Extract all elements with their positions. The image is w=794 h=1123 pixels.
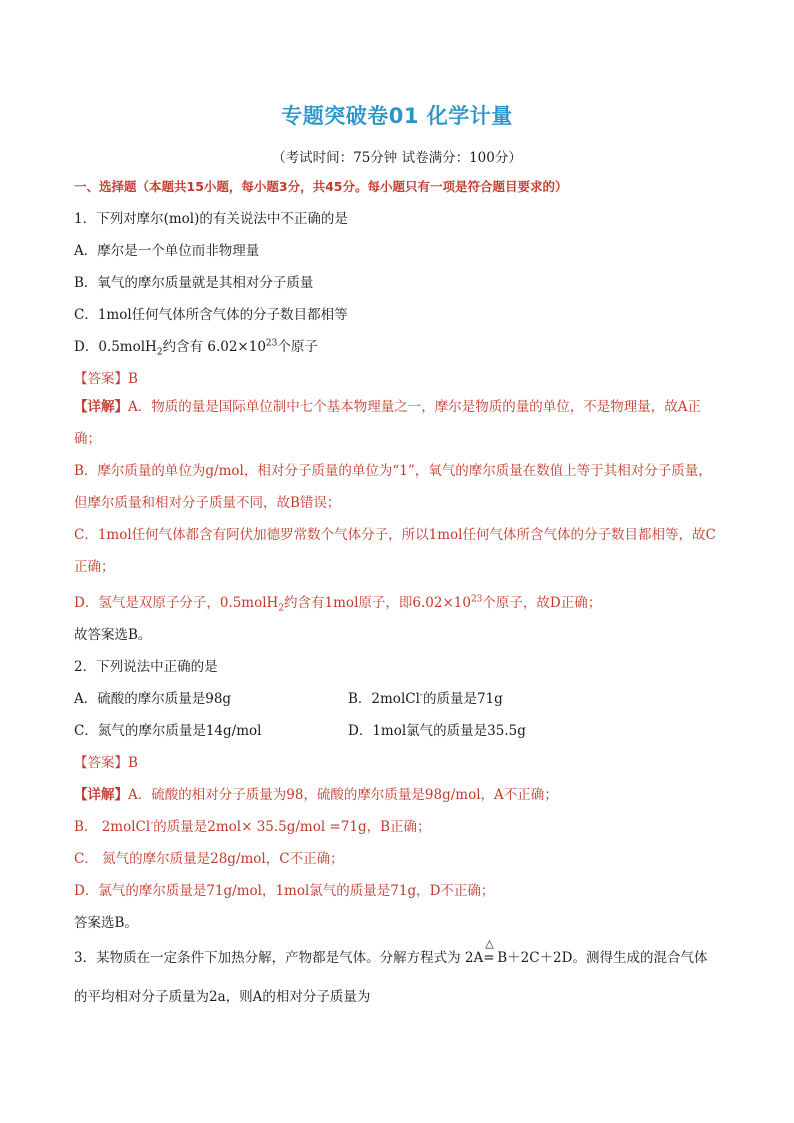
q1-option-d-text: 约含有 6.02×10	[162, 339, 266, 355]
q2-detail-a-text: A．硫酸的相对分子质量为98，硫酸的摩尔质量是98g/mol，A不正确；	[128, 787, 558, 803]
q2-option-b	[348, 687, 503, 707]
heat-symbol-icon: △	[485, 937, 494, 950]
q1-detail-b: B．摩尔质量的单位为g/mol，相对分子质量的单位为“1”，氧气的摩尔质量在数值上等于其相对分子质量，但摩尔质量和相对分子质量不同，故B错误；	[74, 463, 712, 511]
q1-option-c: C．1mol任何气体所含气体的分子数目都相等	[74, 307, 348, 323]
q2-detail-b-superscript: -	[150, 818, 154, 829]
q3-stem	[74, 937, 708, 966]
q1-detail-d	[74, 591, 602, 614]
q1-option-d	[74, 335, 318, 358]
q2-detail-b	[74, 815, 431, 835]
q1-detail-d-text: 约含有1mol原子，即6.02×10	[284, 595, 471, 611]
q1-option-d-text: D．0.5molH	[74, 339, 157, 355]
q1-option-d-subscript: 2	[156, 347, 163, 358]
q2-detail-d: D．氯气的摩尔质量是71g/mol，1mol氯气的质量是71g，D不正确；	[74, 883, 495, 899]
q1-detail-tag: 【详解】	[74, 399, 128, 415]
q2-conclusion: 答案选B。	[74, 915, 138, 931]
q1-detail-c: C．1mol任何气体都含有阿伏加德罗常数个气体分子，所以1mol任何气体所含气体的分子数目都相等，故C正确；	[74, 527, 716, 575]
q3-stem-text: 3．某物质在一定条件下加热分解，产物都是气体。分解方程式为 2A	[74, 950, 484, 966]
q2-option-b-superscript: -	[419, 690, 423, 701]
q1-detail-d-text: D．氢气是双原子分子，0.5molH	[74, 595, 279, 611]
exam-info: （考试时间：75分钟 试卷满分：100分）	[272, 150, 522, 166]
q3-stem-text: B＋2C＋2D。测得生成的混合气体	[497, 950, 708, 966]
q2-answer: 【答案】B	[74, 755, 138, 771]
q1-option-d-text: 个原子	[277, 339, 318, 355]
q2-detail-b-text: 的质量是2mol× 35.5g/mol =71g，B正确；	[153, 819, 431, 835]
q2-detail-a	[74, 783, 558, 803]
q2-detail-c: C． 氮气的摩尔质量是28g/mol，C不正确；	[74, 851, 344, 867]
q1-detail-d-superscript: 23	[470, 594, 483, 605]
q2-option-b-text: B．2molCl	[348, 691, 420, 707]
q2-detail-tag: 【详解】	[74, 787, 128, 803]
q2-detail-b-text: B． 2molCl	[74, 819, 151, 835]
q1-answer: 【答案】B	[74, 371, 138, 387]
q2-option-a: A．硫酸的摩尔质量是98g	[74, 691, 232, 707]
q2-option-d: D．1mol氯气的质量是35.5g	[348, 723, 526, 739]
q1-detail-a-text: A．物质的量是国际单位制中七个基本物理量之一，摩尔是物质的量的单位，不是物理量，故A正确；	[74, 399, 701, 447]
q3-stem-line2: 的平均相对分子质量为2a，则A的相对分子质量为	[74, 989, 371, 1005]
q1-detail-d-subscript: 2	[278, 603, 285, 614]
heat-reaction-arrow	[483, 937, 497, 966]
q1-stem: 1．下列对摩尔(mol)的有关说法中不正确的是	[74, 211, 348, 227]
q1-option-d-superscript: 23	[265, 338, 278, 349]
q1-detail-a	[74, 391, 722, 455]
q1-conclusion: 故答案选B。	[74, 627, 152, 643]
q2-option-c: C．氮气的摩尔质量是14g/mol	[74, 723, 262, 739]
q2-option-b-text: 的质量是71g	[422, 691, 503, 707]
page-title: 专题突破卷01 化学计量	[281, 104, 513, 128]
q2-stem: 2．下列说法中正确的是	[74, 659, 218, 675]
q1-option-b: B．氧气的摩尔质量就是其相对分子质量	[74, 275, 314, 291]
section-header: 一、选择题（本题共15小题，每小题3分，共45分。每小题只有一项是符合题目要求的）	[74, 179, 568, 194]
q1-option-a: A．摩尔是一个单位而非物理量	[74, 243, 260, 259]
equals-sign: =	[483, 950, 495, 966]
q1-detail-d-text: 个原子，故D正确；	[482, 595, 602, 611]
